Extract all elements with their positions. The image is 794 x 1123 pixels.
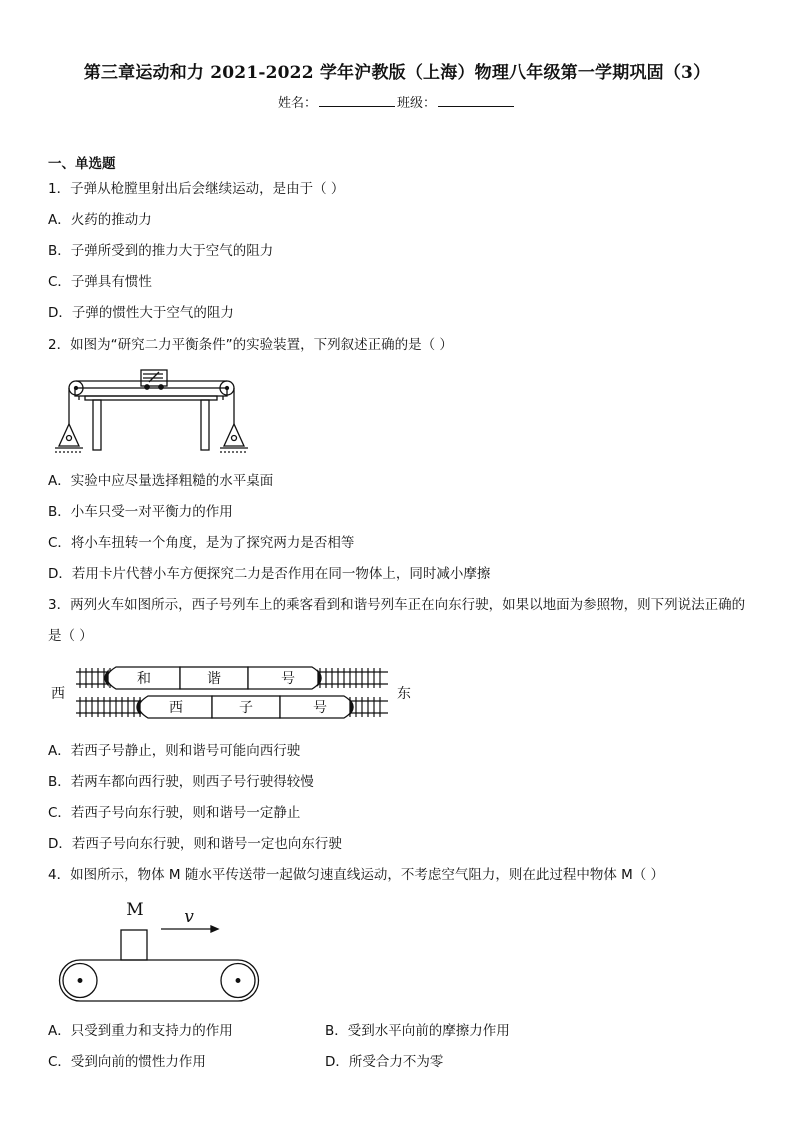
page-title: 第三章运动和力 2021-2022 学年沪教版（上海）物理八年级第一学期巩固（3）	[83, 63, 711, 83]
question-3-option-d: D．若西子号向东行驶，则和谐号一定也向东行驶	[48, 836, 342, 852]
question-3-figure	[48, 660, 418, 726]
direction-east: 东	[397, 686, 411, 702]
question-4-option-d: D．所受合力不为零	[325, 1054, 444, 1070]
class-label: 班级：	[397, 96, 437, 111]
question-4-stem: 4．如图所示，物体 M 随水平传送带一起做匀速直线运动，不考虑空气阻力，则在此过程中物体 M（ ）	[48, 867, 665, 883]
question-2-option-c: C．将小车扭转一个角度，是为了探究两力是否相等	[48, 535, 355, 551]
object-label: M	[126, 900, 144, 920]
question-1-option-d: D．子弹的惯性大于空气的阻力	[48, 305, 234, 321]
question-2-figure	[55, 368, 260, 456]
question-4-option-c: C．受到向前的惯性力作用	[48, 1054, 206, 1070]
question-2-stem: 2．如图为“研究二力平衡条件”的实验装置，下列叙述正确的是（ ）	[48, 337, 453, 353]
object-m	[121, 930, 147, 960]
question-4-figure	[55, 895, 270, 1007]
question-1-option-b: B．子弹所受到的推力大于空气的阻力	[48, 243, 274, 259]
question-1-option-a: A．火药的推动力	[48, 212, 152, 228]
name-class-line	[0, 92, 794, 111]
bottom-train-label-1: 西	[169, 700, 183, 716]
top-train-label-1: 和	[137, 671, 151, 687]
bottom-train-label-2: 子	[239, 700, 253, 716]
question-3-option-a: A．若西子号静止，则和谐号可能向西行驶	[48, 743, 301, 759]
question-4-option-b: B．受到水平向前的摩擦力作用	[325, 1023, 510, 1039]
question-2-option-b: B．小车只受一对平衡力的作用	[48, 504, 233, 520]
question-2-option-d: D．若用卡片代替小车方便探究二力是否作用在同一物体上，同时减小摩擦	[48, 566, 491, 582]
question-3-stem: 3．两列火车如图所示，西子号列车上的乘客看到和谐号列车正在向东行驶，如果以地面为参照物，则下列说法正确的是（ ）	[48, 597, 746, 644]
table-leg-right	[201, 400, 209, 450]
top-train-label-3: 号	[281, 671, 295, 687]
table-leg-left	[93, 400, 101, 450]
question-1-option-c: C．子弹具有惯性	[48, 274, 152, 290]
table-top	[75, 388, 227, 396]
question-2-option-a: A．实验中应尽量选择粗糙的水平桌面	[48, 473, 274, 489]
bottom-train-label-3: 号	[313, 700, 327, 716]
section-heading: 一、单选题	[48, 156, 116, 172]
question-4-option-a: A．只受到重力和支持力的作用	[48, 1023, 233, 1039]
question-3-option-b: B．若两车都向西行驶，则西子号行驶得较慢	[48, 774, 314, 790]
name-blank	[319, 95, 395, 107]
name-label: 姓名：	[277, 96, 317, 111]
question-1-stem: 1．子弹从枪膛里射出后会继续运动，是由于（ ）	[48, 181, 345, 197]
velocity-label: v	[184, 907, 194, 927]
direction-west: 西	[51, 686, 65, 702]
question-3-option-c: C．若西子号向东行驶，则和谐号一定静止	[48, 805, 301, 821]
top-train-label-2: 谐	[207, 671, 221, 687]
class-blank	[438, 95, 514, 107]
table-apron	[85, 396, 217, 400]
